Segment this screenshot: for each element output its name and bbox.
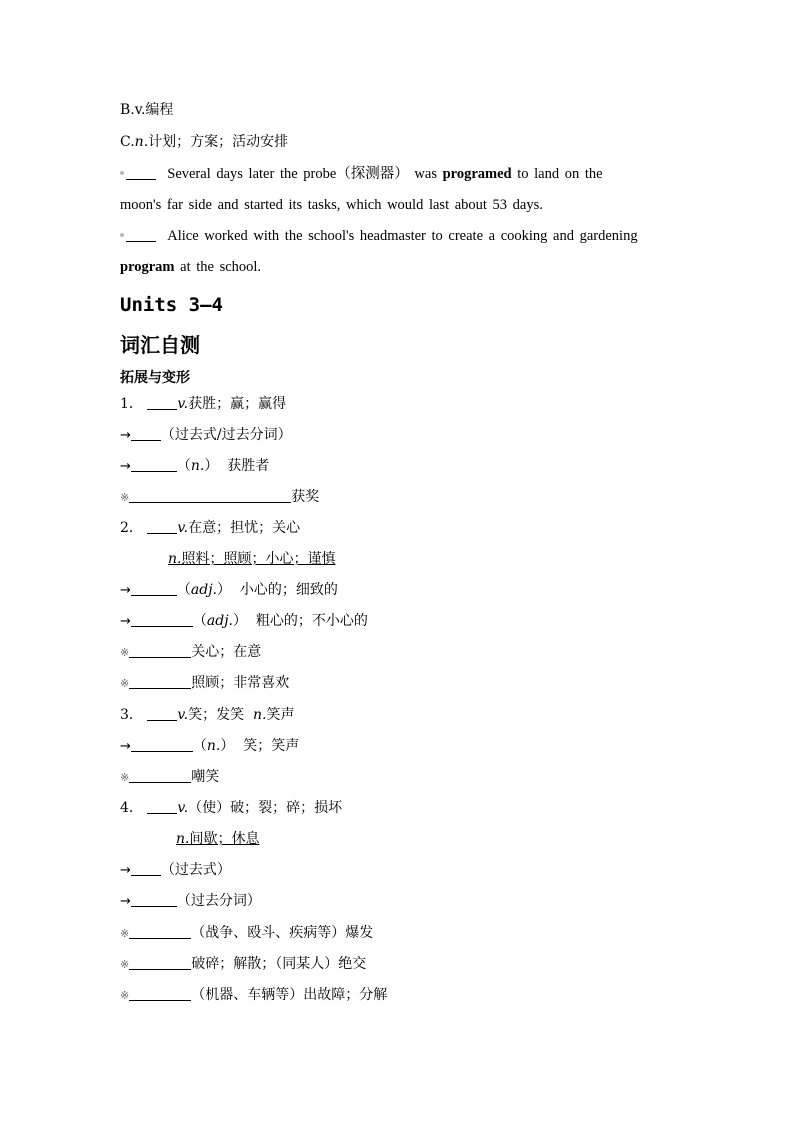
answer-blank[interactable]: [131, 581, 177, 596]
option-b: B.v.编程: [120, 102, 174, 118]
arrow-icon: →: [120, 739, 131, 754]
reference-mark-icon: ※: [120, 771, 130, 784]
units-heading: Units 3—4: [120, 294, 223, 316]
answer-blank[interactable]: [131, 892, 177, 907]
definition: 小心的；细致的: [239, 582, 338, 598]
item-4-participle: [120, 891, 261, 912]
item-1-past: [120, 425, 292, 446]
sentence-2: [120, 226, 638, 246]
sentence-text: at the school.: [174, 259, 262, 275]
item-1-noun: → （n.） 获胜者: [120, 458, 270, 474]
item-number: 2．: [120, 520, 143, 536]
pos-label: v.: [177, 800, 189, 816]
pos-label: adj.: [206, 613, 234, 629]
answer-blank[interactable]: [147, 519, 177, 534]
answer-blank[interactable]: [129, 986, 191, 1001]
answer-blank[interactable]: [129, 924, 191, 939]
answer-blank[interactable]: [147, 395, 177, 410]
answer-blank[interactable]: [129, 768, 191, 783]
arrow-icon: →: [120, 863, 131, 878]
section-subheading: 拓展与变形: [120, 370, 190, 386]
pos-label: n.: [206, 738, 221, 754]
definition: 获胜；赢；赢得: [188, 396, 287, 412]
sentence-1-cont: moon's far side and started its tasks, which would last about 53 days.: [120, 197, 543, 213]
item-4-phrase-3: [120, 985, 387, 1006]
item-number: 4．: [120, 800, 143, 816]
definition: 破碎；解散；（同某人）绝交: [191, 956, 367, 972]
pos-label: n.: [252, 707, 267, 723]
item-1: [120, 394, 286, 414]
arrow-icon: →: [120, 428, 131, 443]
reference-mark-icon: ※: [120, 491, 130, 504]
definition: 粗心的；不小心的: [255, 613, 368, 629]
definition: 间歇；休息: [189, 831, 260, 847]
answer-blank[interactable]: [126, 227, 156, 242]
pos-label: v.: [177, 520, 189, 536]
answer-blank[interactable]: [147, 799, 177, 814]
reference-mark-icon: ※: [120, 989, 130, 1002]
item-2-adj-neg: → （adj.） 粗心的；不小心的: [120, 613, 368, 629]
option-c-text: 计划；方案；活动安排: [148, 134, 289, 150]
arrow-icon: →: [120, 614, 131, 629]
definition: （使）破；裂；碎；损坏: [188, 800, 343, 816]
sentence-1: [120, 164, 603, 184]
item-4-past: [120, 860, 231, 881]
definition: 笑声: [266, 707, 295, 723]
pos-label: v.: [177, 707, 189, 723]
reference-mark-icon: ※: [120, 958, 130, 971]
definition: 在意；担忧；关心: [188, 520, 301, 536]
definition: 嘲笑: [191, 769, 220, 785]
item-number: 3．: [120, 707, 143, 723]
item-2-phrase-2: [120, 673, 289, 694]
definition: （机器、车辆等）出故障；分解: [191, 987, 388, 1003]
definition: 笑；发笑: [188, 707, 245, 723]
item-3: [120, 705, 294, 725]
item-4: [120, 798, 342, 818]
definition: （战争、殴斗、疾病等）爆发: [191, 925, 374, 941]
reference-mark-icon: ※: [120, 927, 130, 940]
sentence-text: Several days later the probe（探测器） was: [167, 166, 443, 182]
arrow-icon: →: [120, 459, 131, 474]
arrow-icon: →: [120, 583, 131, 598]
definition: 笑；笑声: [243, 738, 300, 754]
definition: 照料；照顾；小心；谨慎: [181, 551, 336, 567]
answer-blank[interactable]: [131, 457, 177, 472]
item-2: [120, 518, 300, 538]
answer-blank[interactable]: [131, 861, 161, 876]
option-c-pos: n.: [134, 134, 149, 150]
sentence-keyword: program: [120, 259, 175, 275]
bullet-icon: [120, 171, 124, 175]
pos-label: n.: [190, 458, 205, 474]
pos-label: adj.: [190, 582, 218, 598]
reference-mark-icon: ※: [120, 646, 130, 659]
item-2-noun-sense: [168, 549, 335, 569]
item-3-phrase: [120, 767, 219, 788]
item-3-noun: → （n.） 笑；笑声: [120, 738, 300, 754]
answer-blank[interactable]: [126, 165, 156, 180]
pos-label: n.: [168, 551, 182, 567]
answer-blank[interactable]: [129, 488, 291, 503]
item-2-phrase-1: [120, 642, 261, 663]
bullet-icon: [120, 233, 124, 237]
sentence-2-cont: [120, 257, 261, 277]
definition: 关心；在意: [191, 644, 262, 660]
item-4-phrase-1: [120, 923, 373, 944]
definition: 照顾；非常喜欢: [191, 675, 290, 691]
item-number: 1．: [120, 396, 143, 412]
definition: （过去式/过去分词）: [160, 427, 292, 443]
pos-label: v.: [177, 396, 189, 412]
answer-blank[interactable]: [129, 955, 191, 970]
sentence-keyword: programed: [442, 166, 512, 182]
sentence-text: Alice worked with the school's headmaster to create a cooking and gardening: [167, 228, 638, 244]
definition: 获奖: [291, 489, 320, 505]
item-2-adj: → （adj.） 小心的；细致的: [120, 582, 338, 598]
vocab-heading: 词汇自测: [120, 333, 200, 357]
answer-blank[interactable]: [147, 706, 177, 721]
item-1-phrase: [120, 487, 319, 508]
arrow-icon: →: [120, 894, 131, 909]
option-c: [120, 132, 288, 152]
definition: （过去式）: [160, 862, 231, 878]
reference-mark-icon: ※: [120, 677, 130, 690]
item-4-phrase-2: [120, 954, 366, 975]
answer-blank[interactable]: [131, 612, 193, 627]
sentence-text: to land on the: [511, 166, 603, 182]
definition: 获胜者: [227, 458, 270, 474]
answer-blank[interactable]: [131, 426, 161, 441]
answer-blank[interactable]: [131, 737, 193, 752]
answer-blank[interactable]: [129, 643, 191, 658]
option-c-prefix: C.: [120, 134, 135, 150]
pos-label: n.: [176, 831, 190, 847]
definition: （过去分词）: [176, 893, 261, 909]
item-4-noun-sense: [176, 829, 259, 849]
answer-blank[interactable]: [129, 674, 191, 689]
